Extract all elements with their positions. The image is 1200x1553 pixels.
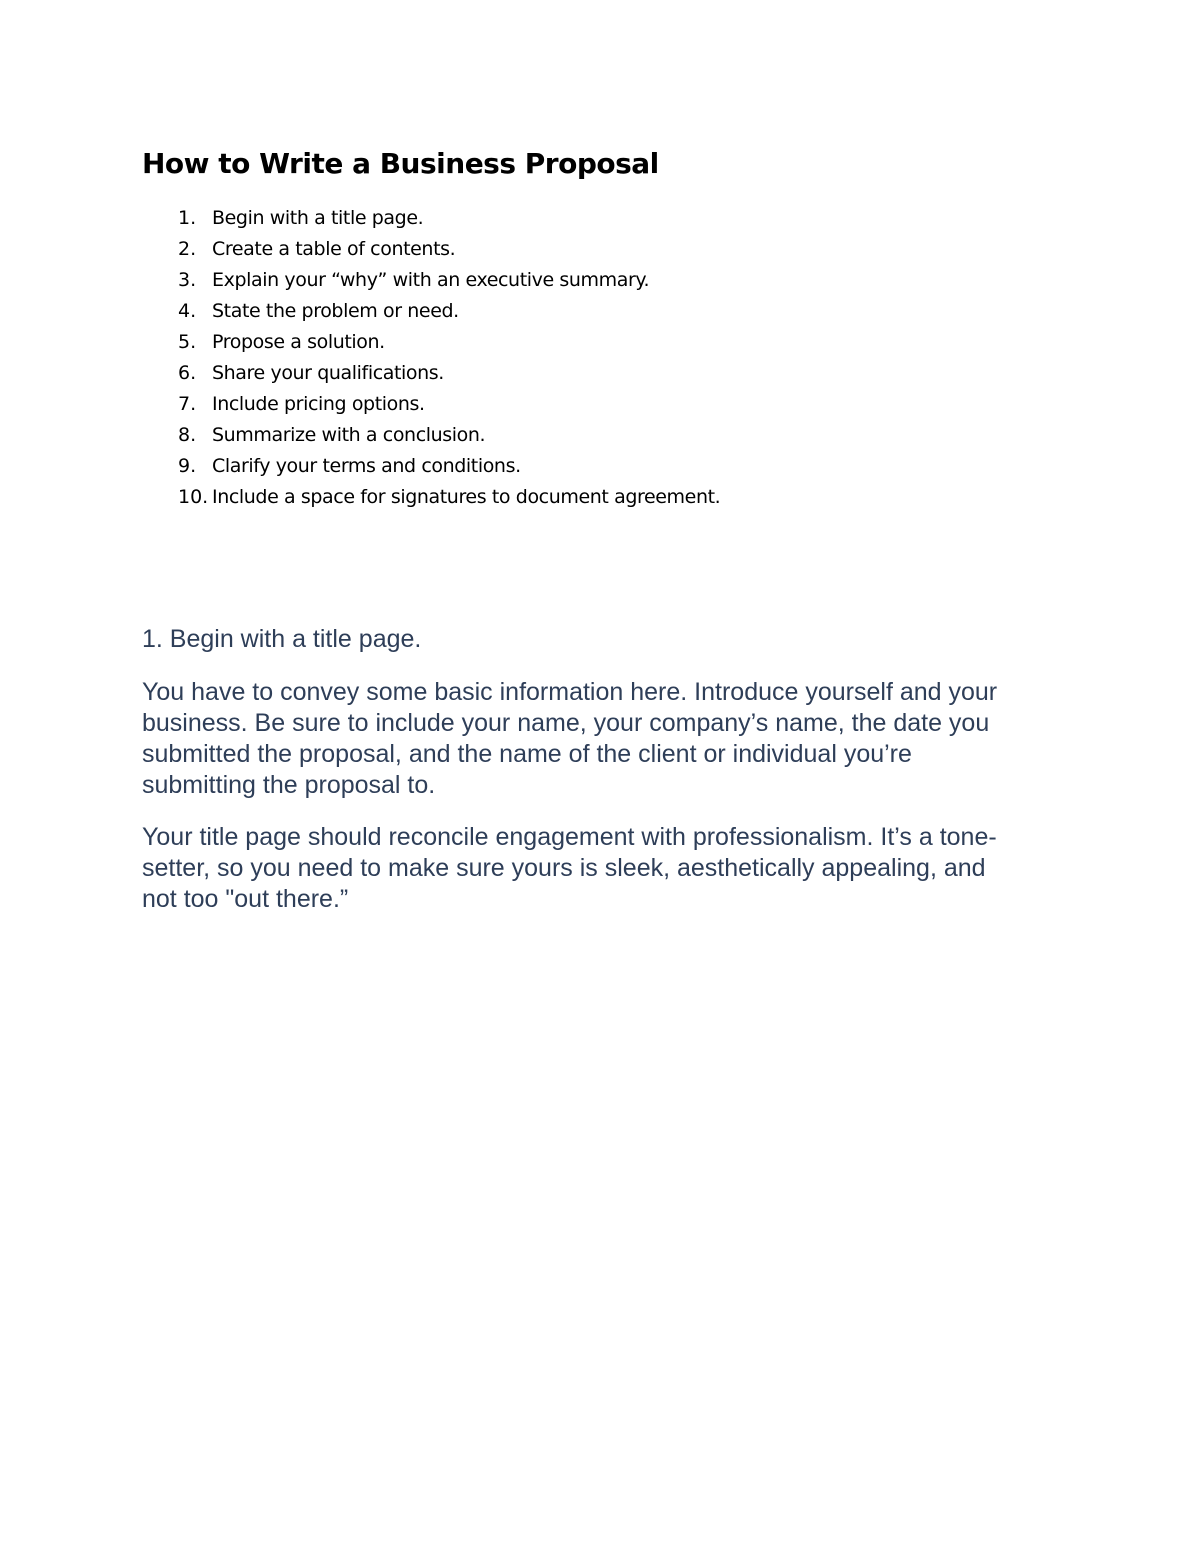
list-item	[142, 482, 720, 513]
list-item	[142, 451, 720, 482]
list-item	[142, 358, 720, 389]
paragraph-line: submitting the proposal to.	[142, 771, 436, 799]
list-item-text: Create a table of contents.	[212, 238, 456, 260]
list-item-text: Include pricing options.	[212, 393, 425, 415]
list-item-number: 7.	[178, 393, 197, 415]
paragraph-line: submitted the proposal, and the name of the client or individual you’re	[142, 740, 912, 768]
list-item-number: 6.	[178, 362, 197, 384]
list-item-text: Include a space for signatures to document agreement.	[212, 486, 721, 508]
list-item	[142, 327, 720, 358]
list-item	[142, 420, 720, 451]
steps-list	[142, 203, 720, 513]
list-item-text: State the problem or need.	[212, 300, 459, 322]
section-heading: 1. Begin with a title page.	[142, 625, 422, 653]
list-item-text: Explain your “why” with an executive summary.	[212, 269, 650, 291]
list-item-text: Propose a solution.	[212, 331, 385, 353]
list-item-number: 8.	[178, 424, 197, 446]
list-item-number: 10.	[178, 486, 209, 508]
list-item-text: Summarize with a conclusion.	[212, 424, 486, 446]
paragraph-line: business. Be sure to include your name, your company’s name, the date you	[142, 709, 990, 737]
list-item-number: 4.	[178, 300, 197, 322]
list-item-text: Begin with a title page.	[212, 207, 424, 229]
paragraph-line: Your title page should reconcile engagement with professionalism. It’s a tone-	[142, 823, 997, 851]
list-item-number: 2.	[178, 238, 197, 260]
list-item	[142, 265, 720, 296]
list-item	[142, 389, 720, 420]
paragraph-line: setter, so you need to make sure yours is sleek, aesthetically appealing, and	[142, 854, 986, 882]
document-title: How to Write a Business Proposal	[142, 147, 659, 180]
list-item	[142, 203, 720, 234]
list-item-number: 9.	[178, 455, 197, 477]
section-paragraph	[142, 677, 1072, 801]
list-item-text: Clarify your terms and conditions.	[212, 455, 521, 477]
paragraph-line: not too "out there.”	[142, 885, 349, 913]
list-item-text: Share your qualifications.	[212, 362, 444, 384]
list-item	[142, 234, 720, 265]
list-item	[142, 296, 720, 327]
list-item-number: 3.	[178, 269, 197, 291]
section-paragraph	[142, 822, 1072, 915]
list-item-number: 5.	[178, 331, 197, 353]
paragraph-line: You have to convey some basic information here. Introduce yourself and your	[142, 678, 998, 706]
list-item-number: 1.	[178, 207, 197, 229]
